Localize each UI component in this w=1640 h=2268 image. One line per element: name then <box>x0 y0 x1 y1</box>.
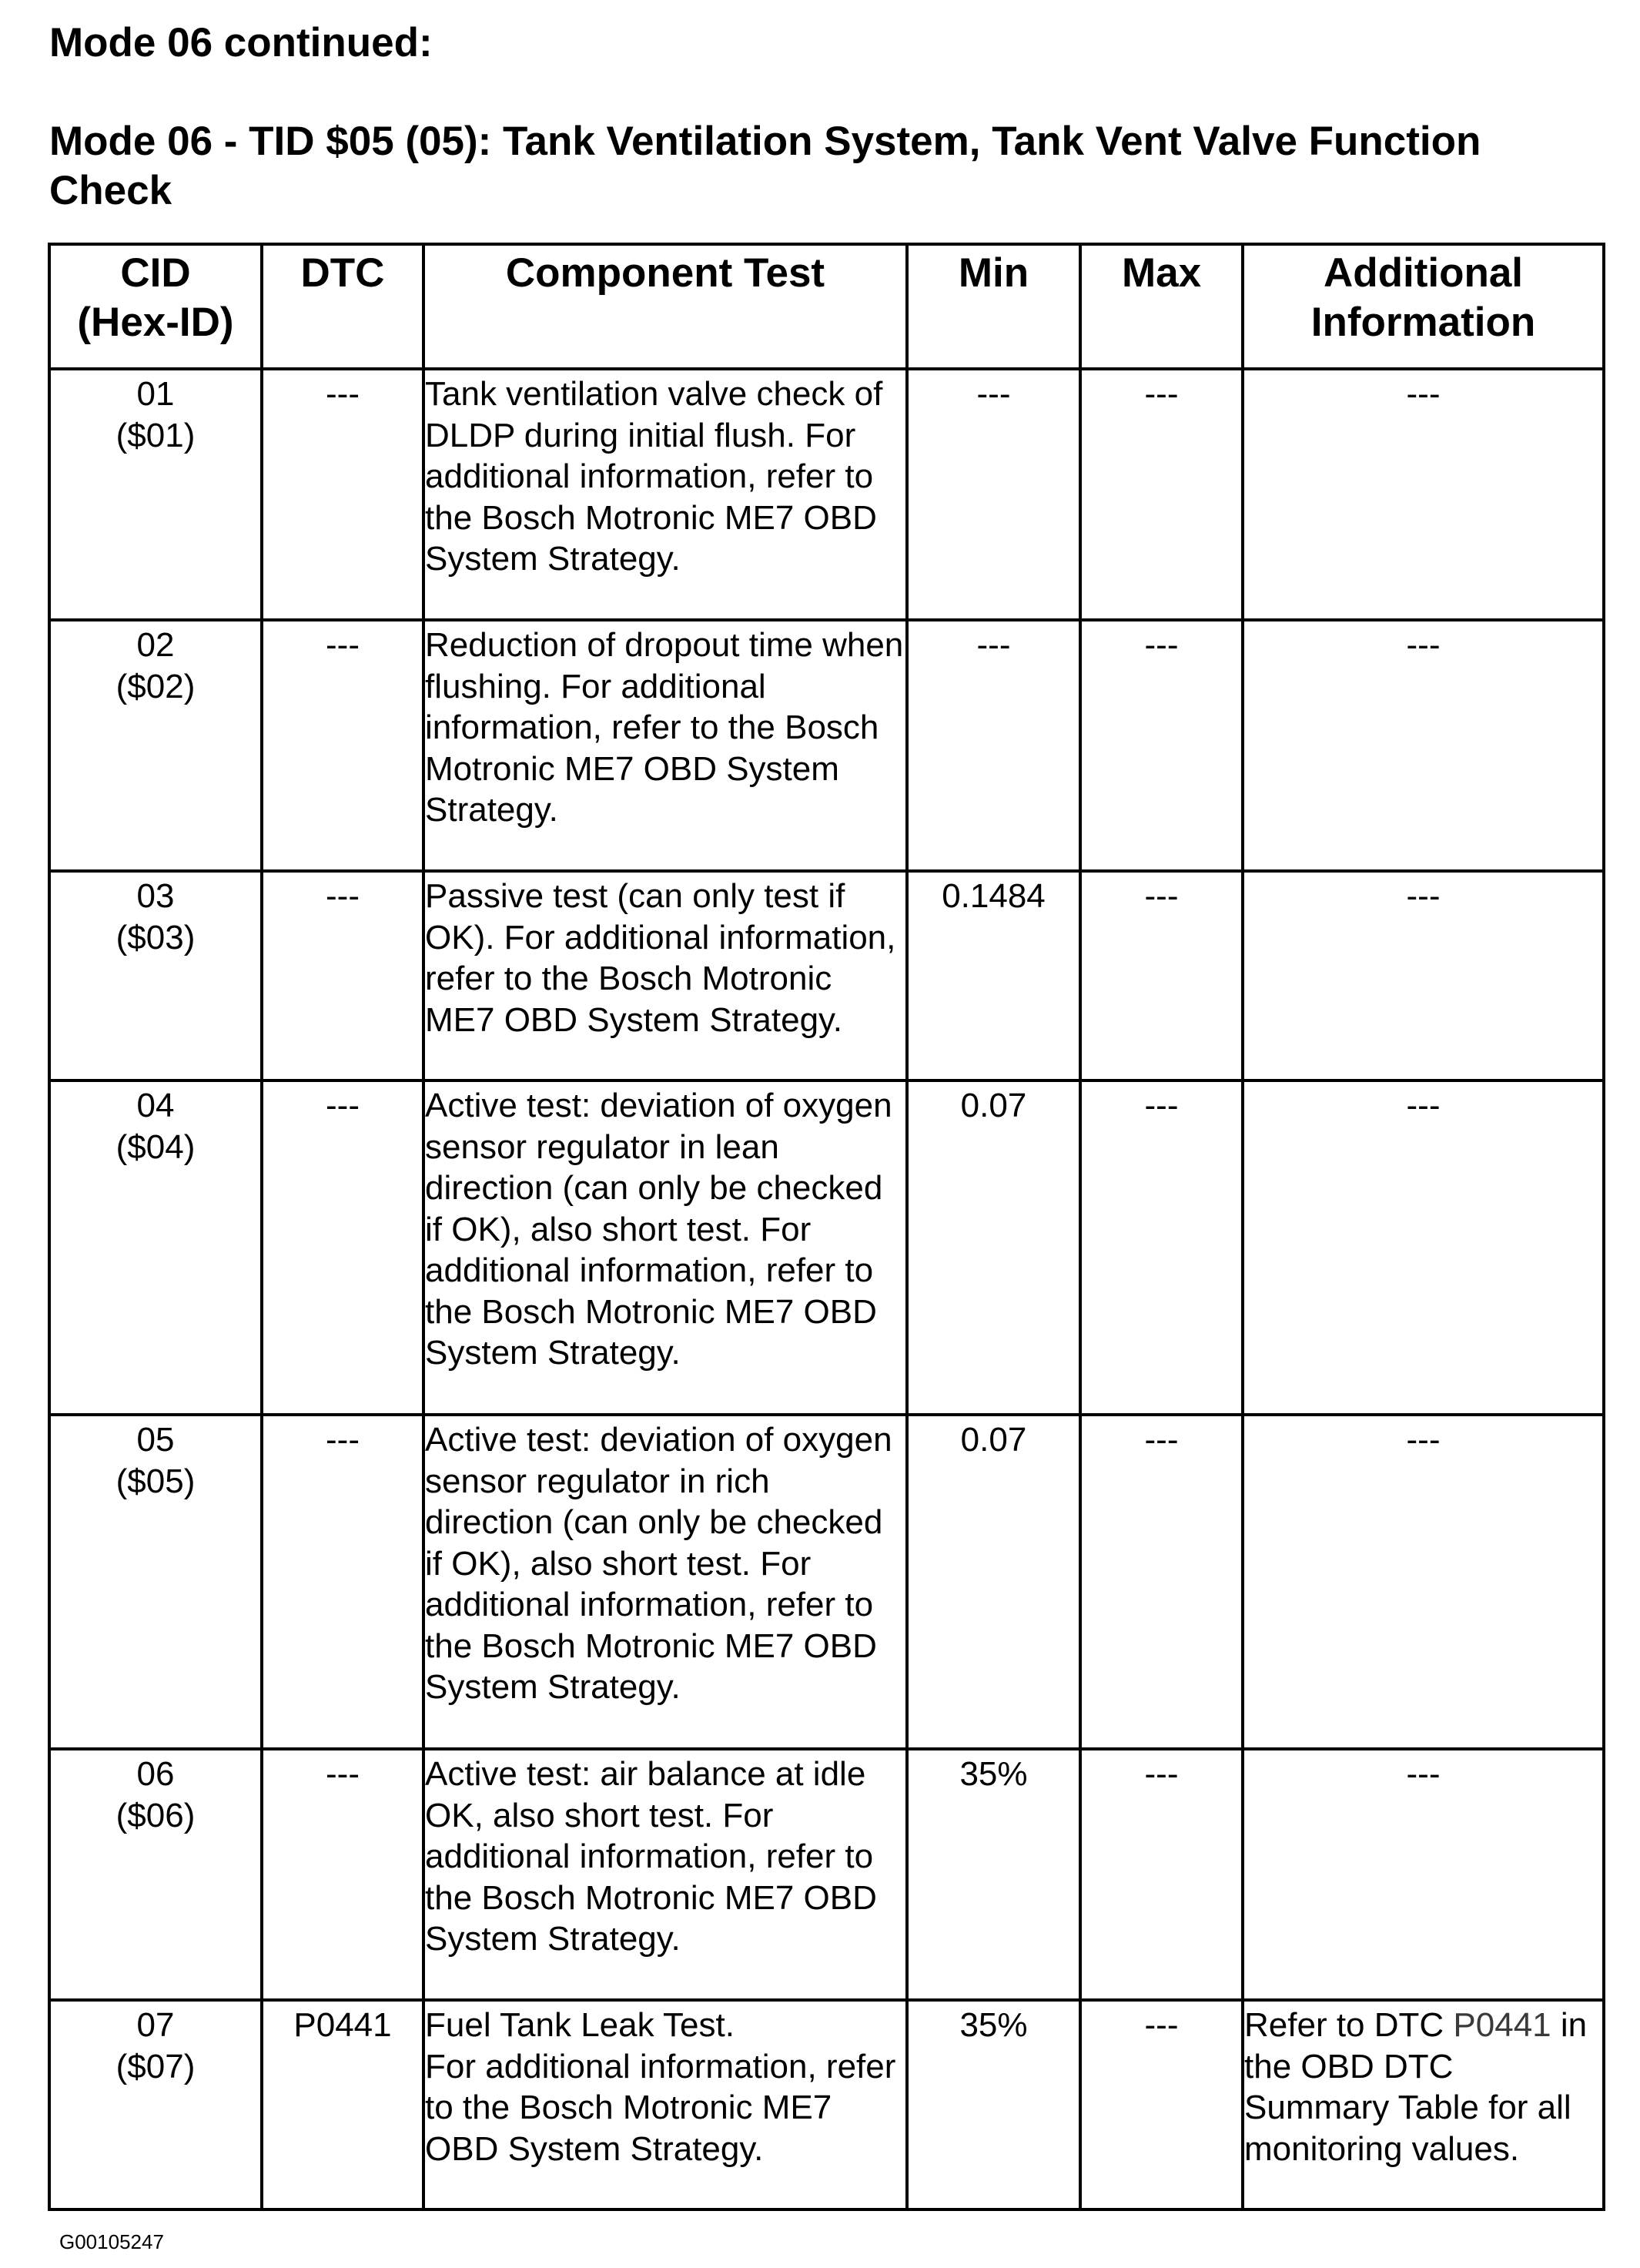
table-row <box>49 620 1604 871</box>
cell-component-test: Active test: deviation of oxygen sensor regulator in rich direction (can only be checked if OK), also short test. For additional information, refer to the Bosch Motronic ME7 OBD System Strategy. <box>423 1415 907 1749</box>
cell-cid: 05 ($05) <box>49 1415 262 1749</box>
cell-dtc: --- <box>262 620 423 871</box>
cell-max: --- <box>1080 2000 1243 2209</box>
cell-dtc: --- <box>262 369 423 620</box>
cell-min: 0.07 <box>907 1415 1080 1749</box>
cell-min: 0.07 <box>907 1080 1080 1415</box>
cell-dtc: --- <box>262 1080 423 1415</box>
column-header-additional-info: Additional Information <box>1243 244 1604 369</box>
table-row <box>49 871 1604 1080</box>
additional-info-suffix: in the OBD DTC Summary Table for all monitoring values. <box>1244 2006 1588 2168</box>
figure-code: G00105247 <box>59 2230 164 2253</box>
additional-info-prefix: Refer to DTC <box>1244 2006 1444 2044</box>
cell-additional-info: --- <box>1243 1415 1604 1749</box>
cell-additional-info: --- <box>1243 369 1604 620</box>
page-heading: Mode 06 continued: <box>49 20 433 65</box>
cell-dtc: --- <box>262 1415 423 1749</box>
cell-dtc: --- <box>262 871 423 1080</box>
cell-component-test: Reduction of dropout time when flushing. For additional information, refer to the Bosch Motronic ME7 OBD System Strategy. <box>423 620 907 871</box>
cell-max: --- <box>1080 620 1243 871</box>
cell-additional-info: --- <box>1243 871 1604 1080</box>
table-row <box>49 1415 1604 1749</box>
cell-cid: 02 ($02) <box>49 620 262 871</box>
cell-max: --- <box>1080 871 1243 1080</box>
cell-additional-info <box>1243 2000 1604 2209</box>
component-test-table <box>48 243 1605 2211</box>
table-header-row <box>49 244 1604 369</box>
cell-cid: 04 ($04) <box>49 1080 262 1415</box>
cell-component-test: Active test: air balance at idle OK, also short test. For additional information, refer to the Bosch Motronic ME7 OBD System Strategy. <box>423 1749 907 2000</box>
cell-component-test: Passive test (can only test if OK). For additional information, refer to the Bosch Motronic ME7 OBD System Strategy. <box>423 871 907 1080</box>
cell-min: 35% <box>907 2000 1080 2209</box>
table-row <box>49 369 1604 620</box>
cell-max: --- <box>1080 1080 1243 1415</box>
cell-max: --- <box>1080 369 1243 620</box>
cell-min: 0.1484 <box>907 871 1080 1080</box>
column-header-min: Min <box>907 244 1080 369</box>
cell-cid: 06 ($06) <box>49 1749 262 2000</box>
column-header-component-test: Component Test <box>423 244 907 369</box>
section-title: Mode 06 - TID $05 (05): Tank Ventilation System, Tank Vent Valve Function Check <box>49 119 1481 213</box>
cell-component-test: Fuel Tank Leak Test. For additional information, refer to the Bosch Motronic ME7 OBD System Strategy. <box>423 2000 907 2209</box>
cell-dtc: --- <box>262 1749 423 2000</box>
cell-min: 35% <box>907 1749 1080 2000</box>
table-row <box>49 2000 1604 2209</box>
column-header-cid: CID (Hex-ID) <box>49 244 262 369</box>
cell-additional-info: --- <box>1243 620 1604 871</box>
cell-cid: 01 ($01) <box>49 369 262 620</box>
cell-additional-info: --- <box>1243 1080 1604 1415</box>
cell-min: --- <box>907 369 1080 620</box>
cell-cid: 03 ($03) <box>49 871 262 1080</box>
cell-dtc: P0441 <box>262 2000 423 2209</box>
column-header-dtc: DTC <box>262 244 423 369</box>
cell-max: --- <box>1080 1415 1243 1749</box>
cell-min: --- <box>907 620 1080 871</box>
cell-additional-info: --- <box>1243 1749 1604 2000</box>
cell-component-test: Tank ventilation valve check of DLDP during initial flush. For additional information, refer to the Bosch Motronic ME7 OBD System Strategy. <box>423 369 907 620</box>
cell-max: --- <box>1080 1749 1243 2000</box>
column-header-max: Max <box>1080 244 1243 369</box>
cell-component-test: Active test: deviation of oxygen sensor regulator in lean direction (can only be checked if OK), also short test. For additional information, refer to the Bosch Motronic ME7 OBD System Strategy. <box>423 1080 907 1415</box>
table-row <box>49 1080 1604 1415</box>
table-row <box>49 1749 1604 2000</box>
cell-cid: 07 ($07) <box>49 2000 262 2209</box>
dtc-reference-link[interactable]: P0441 <box>1453 2006 1551 2044</box>
